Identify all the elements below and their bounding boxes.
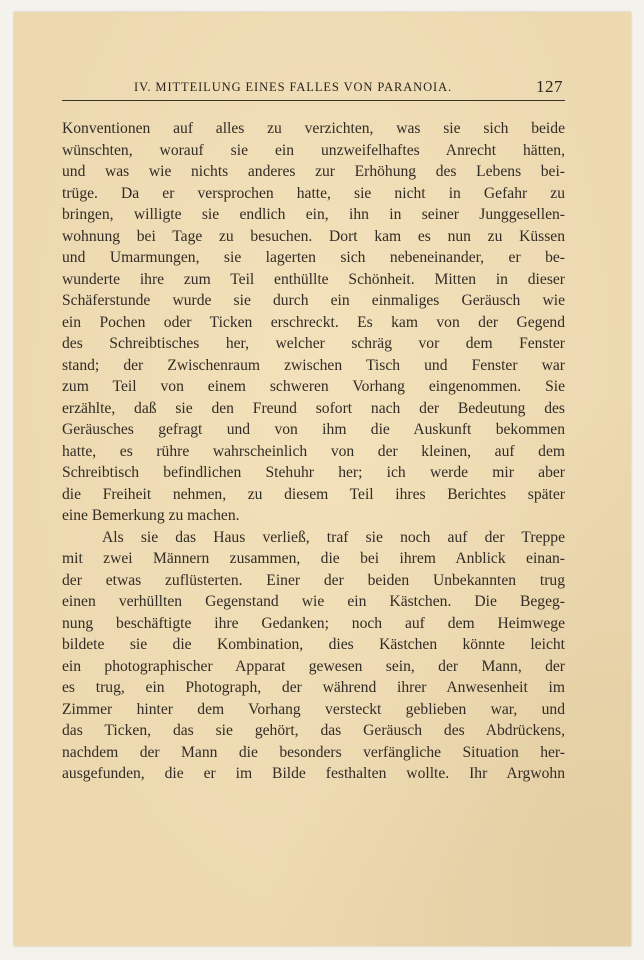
text-line: trüge. Da er versprochen hatte, sie nicht in Gefahr zu — [62, 184, 565, 202]
text-line: Konventionen auf alles zu verzichten, was sie sich beide — [62, 120, 565, 137]
text-line: wunderte ihre zum Teil enthüllte Schönheit. Mitten in dieser — [62, 270, 565, 288]
text-line: Schäferstunde wurde sie durch ein einmaliges Geräusch wie — [62, 292, 565, 309]
text-line: zum Teil von einem schweren Vorhang eingenommen. Sie — [62, 378, 565, 395]
text-line: Geräusches gefragt und von ihm die Auskunft bekommen — [62, 421, 565, 438]
text-line: und Umarmungen, sie lagerten sich nebeneinander, er be- — [62, 249, 565, 266]
text-line: nung beschäftigte ihre Gedanken; noch auf dem Heimwege — [62, 614, 565, 632]
text-line: der etwas zuflüsterten. Einer der beiden Unbekannten trug — [62, 571, 565, 589]
text-line: ausgefunden, die er im Bilde festhalten wollte. Ihr Argwohn — [62, 765, 565, 782]
text-line: des Schreibtisches her, welcher schräg vor dem Fenster — [62, 335, 565, 352]
text-line: wohnung bei Tage zu besuchen. Dort kam es nun zu Küssen — [62, 227, 565, 245]
text-line: Als sie das Haus verließ, traf sie noch auf der Treppe — [102, 528, 565, 546]
running-head: IV. MITTEILUNG EINES FALLES VON PARANOIA. — [134, 80, 453, 94]
text-line: nachdem der Mann die besonders verfängliche Situation her- — [62, 743, 565, 761]
text-line: wünschten, worauf sie ein unzweifelhaftes Anrecht hätten, — [62, 141, 565, 159]
text-line: das Ticken, das sie gehört, das Geräusch des Abdrückens, — [62, 722, 565, 739]
text-line: bringen, willigte sie endlich ein, ihn in seiner Junggesellen- — [62, 206, 565, 223]
page-number: 127 — [536, 77, 563, 96]
text-line: es trug, ein Photograph, der während ihrer Anwesenheit im — [62, 679, 565, 696]
text-line: ein Pochen oder Ticken erschreckt. Es kam von der Gegend — [62, 313, 565, 331]
text-line: bildete sie die Kombination, dies Kästchen könnte leicht — [62, 636, 565, 653]
body-text — [62, 118, 565, 785]
text-line: einen verhüllten Gegenstand wie ein Kästchen. Die Begeg- — [62, 593, 565, 610]
text-line: Zimmer hinter dem Vorhang versteckt geblieben war, und — [62, 700, 565, 718]
text-line: und was wie nichts anderes zur Erhöhung des Lebens bei- — [62, 163, 565, 180]
page-header — [62, 76, 565, 101]
text-line: hatte, es rühre wahrscheinlich von der kleinen, auf dem — [62, 442, 565, 460]
text-line: ein photographischer Apparat gewesen sein, der Mann, der — [62, 657, 565, 675]
text-line: erzählte, daß sie den Freund sofort nach der Bedeutung des — [62, 399, 565, 417]
text-line: stand; der Zwischenraum zwischen Tisch und Fenster war — [62, 356, 565, 374]
text-line: eine Bemerkung zu machen. — [62, 507, 240, 524]
text-line: mit zwei Männern zusammen, die bei ihrem Anblick einan- — [62, 550, 565, 567]
book-page — [14, 12, 631, 946]
text-line: die Freiheit nehmen, zu diesem Teil ihres Berichtes später — [62, 485, 565, 503]
text-line: Schreibtisch befindlichen Stehuhr her; ich werde mir aber — [62, 464, 565, 481]
